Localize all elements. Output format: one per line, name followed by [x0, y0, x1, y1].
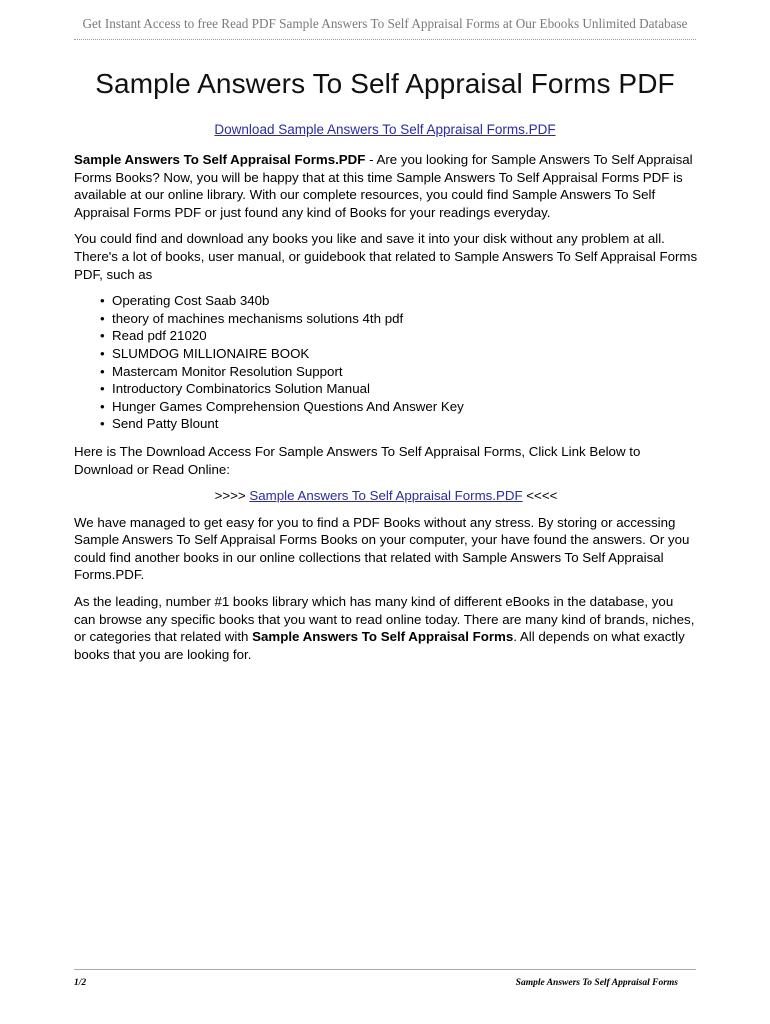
footer-title: Sample Answers To Self Appraisal Forms	[515, 978, 678, 988]
book-list	[74, 292, 698, 433]
list-item: • Hunger Games Comprehension Questions And Answer Key	[112, 398, 698, 416]
access-suffix: <<<<	[522, 488, 558, 504]
intro-bold-title: Sample Answers To Self Appraisal Forms.PDF	[74, 152, 366, 167]
storage-paragraph: We have managed to get easy for you to find a PDF Books without any stress. By storing or accessing Sample Answers To Self Appraisal Forms Books on your computer, your have found the answers. Or you could find another books in our online collections that related with Sample Answers To Self Appraisal Forms.PDF.	[74, 514, 690, 583]
list-item: • Introductory Combinatorics Solution Manual	[112, 380, 698, 398]
list-item: • Read pdf 21020	[112, 327, 698, 345]
read-online-link[interactable]: Sample Answers To Self Appraisal Forms.PDF	[249, 488, 523, 504]
intro-paragraph	[74, 151, 698, 221]
library-paragraph	[74, 593, 698, 663]
library-text-after: . All depends on what exactly books that you are looking for.	[74, 629, 685, 662]
access-line	[74, 487, 698, 505]
access-prefix: >>>>	[214, 488, 250, 504]
list-item: • Mastercam Monitor Resolution Support	[112, 363, 698, 381]
footer-divider	[74, 969, 696, 970]
list-item: • SLUMDOG MILLIONAIRE BOOK	[112, 345, 698, 363]
library-text-before: As the leading, number #1 books library which has many kind of different eBooks in the database, you can browse any specific books that you want to read online today. There are many kind of brands, niches, or categories that related with	[74, 594, 695, 645]
download-link[interactable]: Download Sample Answers To Self Appraisal Forms.PDF	[214, 122, 556, 137]
library-bold-title: Sample Answers To Self Appraisal Forms	[252, 629, 514, 645]
list-item: • Send Patty Blount	[112, 415, 698, 433]
list-item: • Operating Cost Saab 340b	[112, 292, 698, 310]
list-item: • theory of machines mechanisms solutions 4th pdf	[112, 310, 698, 328]
page-title: Sample Answers To Self Appraisal Forms PDF	[95, 68, 675, 99]
main-content	[74, 151, 698, 672]
books-intro-paragraph: You could find and download any books you like and save it into your disk without any problem at all. There's a lot of books, user manual, or guidebook that related to Sample Answers To Self Appraisal Forms PDF, such as	[74, 231, 698, 282]
download-access-paragraph: Here is The Download Access For Sample Answers To Self Appraisal Forms, Click Link Below to Download or Read Online:	[74, 443, 641, 477]
header-banner: Get Instant Access to free Read PDF Sample Answers To Self Appraisal Forms at Our Ebooks Unlimited Database	[82, 16, 688, 31]
header-divider	[74, 39, 696, 40]
intro-text: - Are you looking for Sample Answers To Self Appraisal Forms Books? Now, you will be happy that at this time Sample Answers To Self Appraisal Forms PDF is available at our online library. With our complete resources, you could find Sample Answers To Self Appraisal Forms PDF or just found any kind of Books for your readings everyday.	[74, 152, 693, 220]
page-number: 1/2	[74, 978, 87, 988]
download-link-container	[74, 122, 696, 137]
